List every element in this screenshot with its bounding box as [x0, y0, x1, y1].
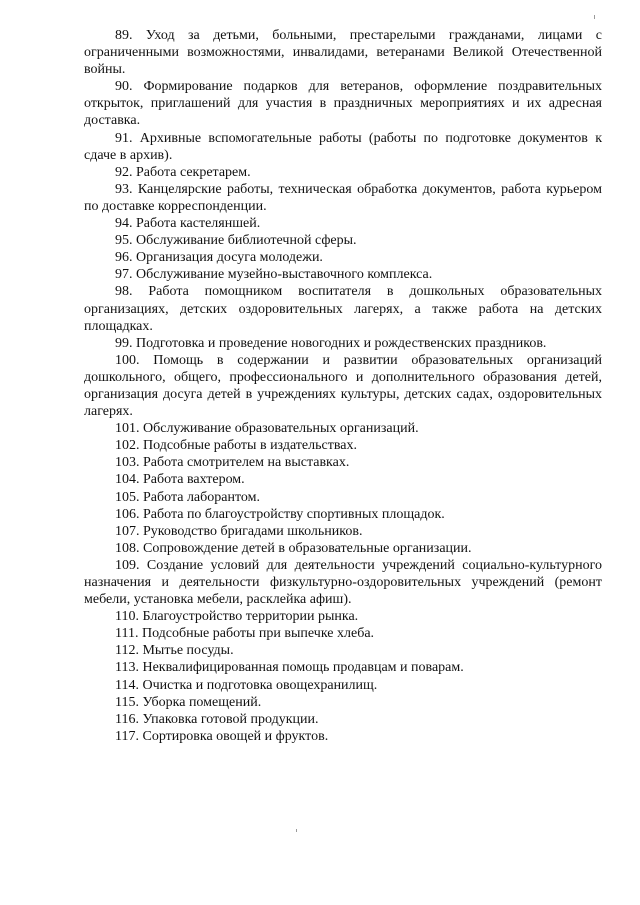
item-number: 89. — [115, 28, 133, 43]
item-number: 92. — [115, 164, 133, 180]
item-number: 115. — [115, 694, 139, 710]
item-text: Неквалифицированная помощь продавцам и поварам. — [142, 660, 464, 676]
item-number: 96. — [115, 250, 133, 266]
item-number: 117. — [115, 728, 139, 744]
list-item — [84, 677, 602, 694]
list-item — [84, 78, 602, 129]
list-item — [84, 728, 602, 745]
list-item — [84, 335, 602, 352]
item-number: 116. — [115, 711, 139, 727]
list-item — [84, 489, 602, 506]
item-text: Уборка помещений. — [142, 694, 262, 710]
item-text: Подсобные работы в издательствах. — [143, 438, 357, 454]
item-number: 90. — [115, 79, 133, 95]
item-number: 114. — [115, 677, 139, 693]
list-item — [84, 266, 602, 283]
list-item — [84, 249, 602, 266]
item-text: Сопровождение детей в образовательные организации. — [143, 540, 472, 556]
item-text: Организация досуга молодежи. — [136, 250, 323, 266]
item-text: Работа кастеляншей. — [136, 216, 261, 232]
list-item — [84, 283, 602, 334]
list-item — [84, 181, 602, 215]
item-number: 105. — [115, 489, 140, 505]
item-text: Обслуживание музейно-выставочного комплекса. — [136, 267, 433, 283]
item-text: Архивные вспомогательные работы (работы по подготовке документов к сдаче в архив). — [84, 130, 603, 163]
item-number: 93. — [115, 181, 133, 197]
list-item — [84, 557, 602, 608]
item-text: Подготовка и проведение новогодних и рождественских праздников. — [136, 335, 547, 351]
item-text: Формирование подарков для ветеранов, оформление поздравительных открыток, приглашений для участия в праздничных мероприятиях и их адресная доставка. — [84, 79, 602, 129]
item-number: 112. — [115, 643, 139, 659]
item-text: Сортировка овощей и фруктов. — [142, 728, 329, 744]
list-item — [84, 659, 602, 676]
list-item — [84, 506, 602, 523]
item-text: Обслуживание библиотечной сферы. — [136, 233, 357, 249]
item-number: 101. — [115, 421, 140, 437]
item-number: 104. — [115, 472, 140, 488]
scan-mark — [594, 15, 595, 19]
scan-mark — [296, 829, 297, 832]
list-item — [84, 27, 602, 78]
item-number: 109. — [115, 557, 140, 573]
list-item — [84, 215, 602, 232]
item-text: Руководство бригадами школьников. — [143, 523, 363, 539]
item-text: Работа лаборантом. — [143, 489, 260, 505]
item-number: 107. — [115, 523, 140, 539]
list-item — [84, 711, 602, 728]
list-item — [84, 352, 602, 420]
item-text: Помощь в содержании и развитии образовательных организаций дошкольного, общего, профессионального и дополнительного образования детей, организация досуга детей в учреждениях культуры, детских садах, оздоровительных лагерях. — [84, 352, 602, 420]
item-number: 102. — [115, 438, 140, 454]
list-item — [84, 523, 602, 540]
item-text: Работа помощником воспитателя в дошкольных образовательных организациях, детских оздоровительных лагерях, а также работа на детских площадках. — [84, 284, 602, 334]
item-number: 113. — [115, 660, 139, 676]
list-item — [84, 420, 602, 437]
item-text: Уход за детьми, больными, престарелыми гражданами, лицами с ограниченными возможностями, инвалидами, ветеранами Великой Отечественной войны. — [84, 28, 603, 78]
item-number: 111. — [115, 626, 139, 642]
item-text: Обслуживание образовательных организаций. — [143, 421, 419, 437]
item-text: Работа смотрителем на выставках. — [143, 455, 350, 471]
item-text: Упаковка готовой продукции. — [142, 711, 319, 727]
list-item — [84, 540, 602, 557]
item-number: 98. — [115, 284, 133, 300]
item-text: Создание условий для деятельности учреждений социально-культурного назначения и деятельности физкультурно-оздоровительных учреждений (ремонт мебели, установка мебели, расклейка афиш). — [84, 557, 602, 608]
item-text: Канцелярские работы, техническая обработка документов, работа курьером по доставке корреспонденции. — [84, 181, 602, 214]
item-text: Очистка и подготовка овощехранилищ. — [142, 677, 378, 693]
list-item — [84, 454, 602, 471]
item-text: Работа секретарем. — [136, 164, 251, 180]
document-body — [84, 27, 602, 745]
item-text: Мытье посуды. — [142, 643, 234, 659]
item-number: 106. — [115, 506, 140, 522]
item-number: 91. — [115, 130, 133, 146]
item-text: Подсобные работы при выпечке хлеба. — [141, 626, 375, 642]
item-number: 95. — [115, 233, 133, 249]
item-number: 100. — [115, 352, 140, 368]
list-item — [84, 232, 602, 249]
item-number: 97. — [115, 267, 133, 283]
list-item — [84, 642, 602, 659]
item-number: 108. — [115, 540, 140, 556]
list-item — [84, 130, 602, 164]
item-number: 103. — [115, 455, 140, 471]
list-item — [84, 694, 602, 711]
item-number: 110. — [115, 609, 139, 625]
list-item — [84, 437, 602, 454]
item-number: 99. — [115, 335, 133, 351]
item-text: Работа по благоустройству спортивных площадок. — [143, 506, 445, 522]
item-number: 94. — [115, 216, 133, 232]
item-text: Работа вахтером. — [143, 472, 245, 488]
item-text: Благоустройство территории рынка. — [142, 609, 359, 625]
list-item — [84, 471, 602, 488]
list-item — [84, 164, 602, 181]
list-item — [84, 625, 602, 642]
list-item — [84, 608, 602, 625]
